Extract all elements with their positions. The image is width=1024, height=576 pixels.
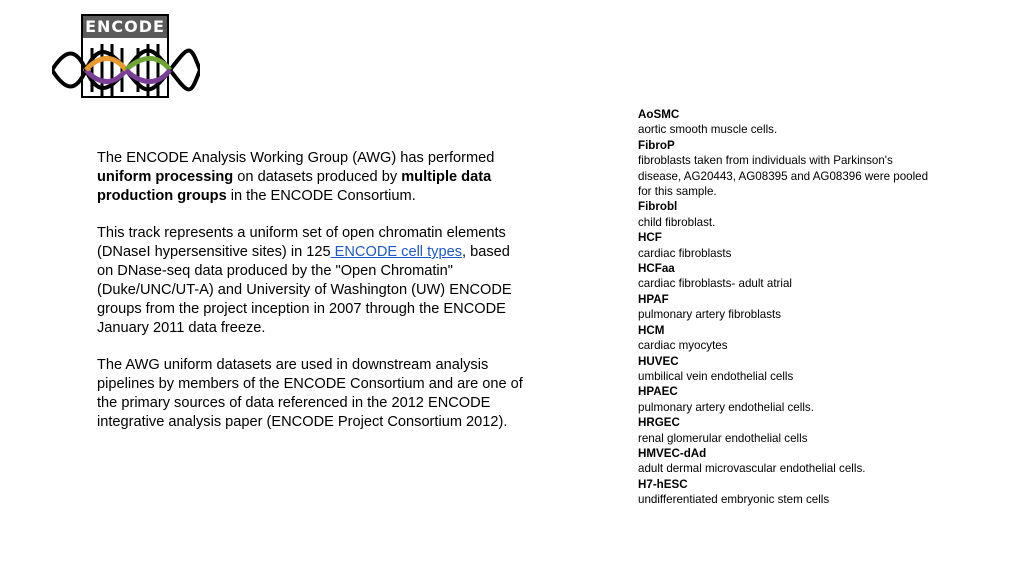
list-item — [638, 261, 938, 292]
list-item — [638, 199, 938, 230]
cell-description: cardiac fibroblasts- adult atrial — [638, 277, 793, 291]
intro-paragraph-1: The ENCODE Analysis Working Group (AWG) has performed uniform processing on datasets produced by multiple data production groups in the ENCODE Consortium. — [97, 150, 495, 204]
cell-name: AoSMC — [638, 108, 680, 121]
intro-text — [97, 149, 527, 450]
cell-description: umbilical vein endothelial cells — [638, 369, 794, 383]
logo-wordmark: ENCODE — [83, 16, 167, 38]
encode-cell-types-link[interactable]: ENCODE cell types — [330, 244, 462, 260]
list-item — [638, 477, 938, 508]
emphasis-multiple-groups: multiple data production groups — [97, 169, 492, 204]
cell-name: H7-hESC — [638, 477, 688, 491]
intro-paragraph-3: The AWG uniform datasets are used in downstream analysis pipelines by members of the ENCODE Consortium and are one of the primary sources of data referenced in the 2012 ENCODE integrative analysis paper (ENCODE Project Consortium 2012). — [97, 357, 523, 430]
cell-name: HPAF — [638, 292, 669, 306]
list-item — [638, 384, 938, 415]
cell-name: HCM — [638, 323, 665, 337]
cell-name: HRGEC — [638, 416, 680, 430]
list-item — [638, 107, 938, 138]
cell-description: cardiac fibroblasts — [638, 246, 732, 260]
cell-description: undifferentiated embryonic stem cells — [638, 493, 830, 507]
intro-paragraph-2: This track represents a uniform set of open chromatin elements (DNaseI hypersensitive sites) in 125 ENCODE cell types, based on DNase-seq data produced by the "Open Chromatin" (Duke/UNC/UT-A) and University of Washington (UW) ENCODE groups from the project inception in 2007 through the ENCODE January 2011 data freeze. — [97, 225, 512, 336]
cell-description: aortic smooth muscle cells. — [638, 123, 778, 137]
cell-description: pulmonary artery endothelial cells. — [638, 400, 814, 414]
list-item — [638, 446, 938, 477]
cell-name: Fibrobl — [638, 200, 678, 214]
list-item — [638, 292, 938, 323]
encode-logo — [52, 14, 200, 102]
cell-description: pulmonary artery fibroblasts — [638, 308, 782, 322]
cell-name: HCF — [638, 231, 662, 245]
list-item — [638, 354, 938, 385]
cell-description: cardiac myocytes — [638, 339, 728, 353]
cell-description: adult dermal microvascular endothelial cells. — [638, 462, 866, 476]
emphasis-uniform-processing: uniform processing — [97, 169, 234, 185]
list-item — [638, 415, 938, 446]
cell-description: child fibroblast. — [638, 215, 716, 229]
cell-name: HCFaa — [638, 262, 675, 276]
list-item — [638, 230, 938, 261]
list-item — [638, 138, 938, 200]
cell-name: HPAEC — [638, 385, 678, 399]
cell-name: HMVEC-dAd — [638, 446, 707, 460]
cell-type-list — [638, 107, 938, 508]
cell-description: fibroblasts taken from individuals with Parkinson's disease, AG20443, AG08395 and AG08396 were pooled for this sample. — [638, 154, 929, 199]
cell-name: HUVEC — [638, 354, 679, 368]
cell-name: FibroP — [638, 138, 675, 152]
dna-helix-icon — [52, 38, 200, 102]
list-item — [638, 323, 938, 354]
cell-description: renal glomerular endothelial cells — [638, 431, 808, 445]
